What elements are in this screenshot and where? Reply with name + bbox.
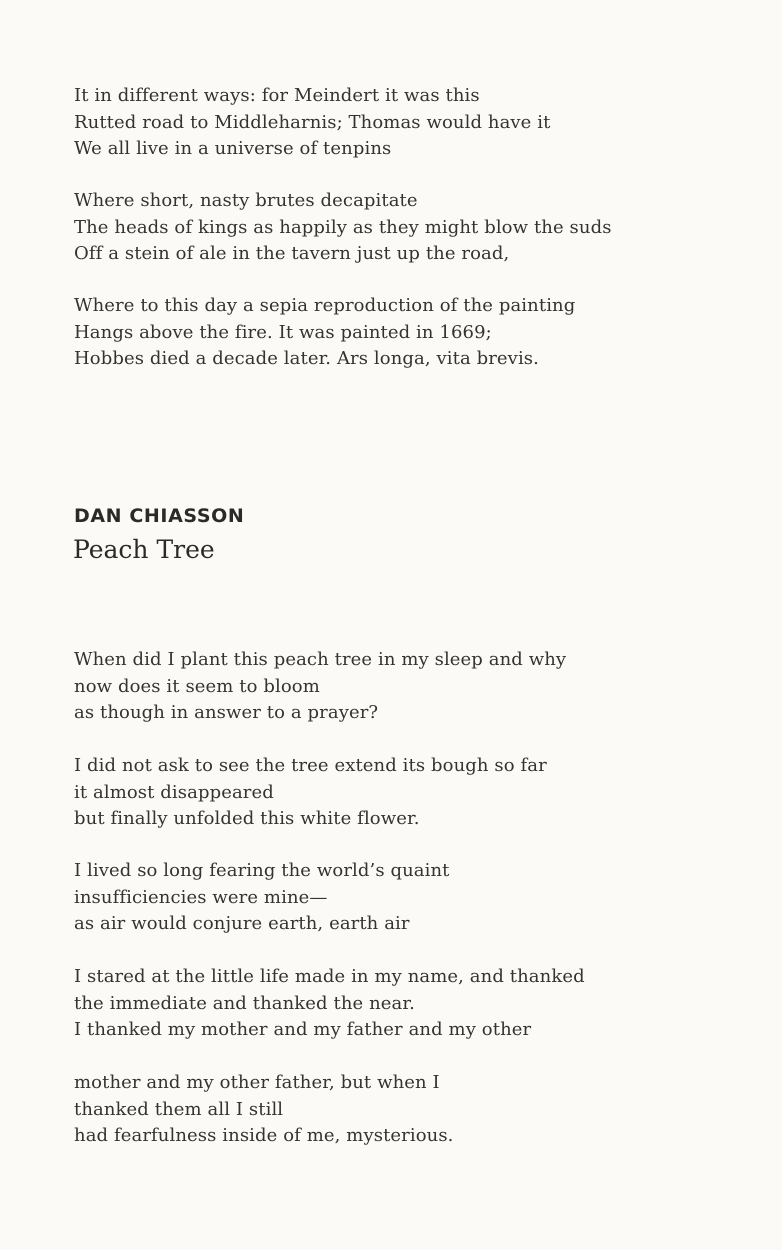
previous-poem-stanza [74,83,550,163]
previous-poem-stanza [74,293,575,373]
poem-line: We all live in a universe of tenpins [74,138,392,159]
poem-line: Where to this day a sepia reproduction of the painting [74,295,576,316]
poem-line: now does it seem to bloom [74,675,320,697]
poem-line: as air would conjure earth, earth air [74,913,410,934]
poem-line: It in different ways: for Meindert it was this [74,85,480,106]
poem-stanza [74,647,566,727]
poem-line: Where short, nasty brutes decapitate [74,190,418,211]
poem-title: Peach Tree [73,535,215,564]
poem-line: The heads of kings as happily as they might blow the suds [74,216,612,238]
poem-line: I stared at the little life made in my name, and thanked [74,966,585,987]
poem-line: thanked them all I still [74,1098,284,1120]
poem-line: When did I plant this peach tree in my sleep and why [74,649,567,670]
poem-line: Hobbes died a decade later. Ars longa, vita brevis. [74,348,539,369]
poem-line: Rutted road to Middleharnis; Thomas would have it [74,111,551,133]
poem-line: had fearfulness inside of me, mysterious. [74,1125,454,1146]
poem-line: I did not ask to see the tree extend its bough so far [74,755,547,776]
poem-line: the immediate and thanked the near. [74,992,415,1014]
poem-line: I thanked my mother and my father and my other [74,1019,532,1040]
poem-line: as though in answer to a prayer? [74,702,379,723]
poem-stanza [74,858,450,938]
poem-stanza [74,1070,454,1150]
poem-stanza [74,964,585,1044]
poem-line: Hangs above the fire. It was painted in 1669; [74,321,492,343]
poem-line: it almost disappeared [74,781,274,803]
poem-line: insufficiencies were mine— [74,886,328,908]
previous-poem-stanza [74,188,612,268]
poem-line: Off a stein of ale in the tavern just up the road, [74,243,510,264]
poem-line: mother and my other father, but when I [74,1072,440,1093]
poem-stanza [74,753,547,833]
poem-line: but finally unfolded this white flower. [74,808,420,829]
poem-line: I lived so long fearing the world’s quaint [74,860,450,881]
poem-author: DAN CHIASSON [74,505,245,527]
